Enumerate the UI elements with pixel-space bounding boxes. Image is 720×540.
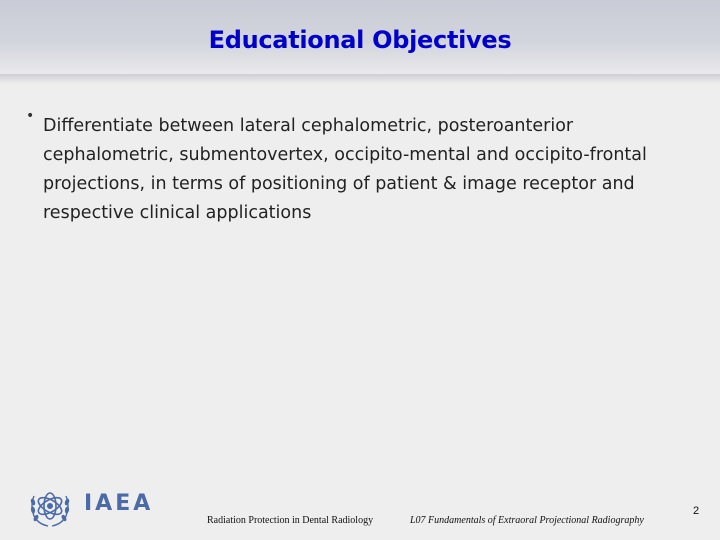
footer-lecture-title: L07 Fundamentals of Extraoral Projectional Radiography (410, 515, 644, 526)
header-shadow (0, 74, 720, 84)
slide-title: Educational Objectives (208, 26, 512, 54)
bullet-marker: • (26, 108, 35, 124)
footer-course-title: Radiation Protection in Dental Radiology (207, 515, 374, 526)
objective-text: Differentiate between lateral cephalometric, posteroanterior cephalometric, submentovertex, occipito-mental and occipito-frontal projections, in terms of positioning of patient & image receptor and respective clinical applications (43, 116, 647, 223)
iaea-logo-text: IAEA (84, 491, 154, 516)
page-number: 2 (693, 505, 700, 517)
